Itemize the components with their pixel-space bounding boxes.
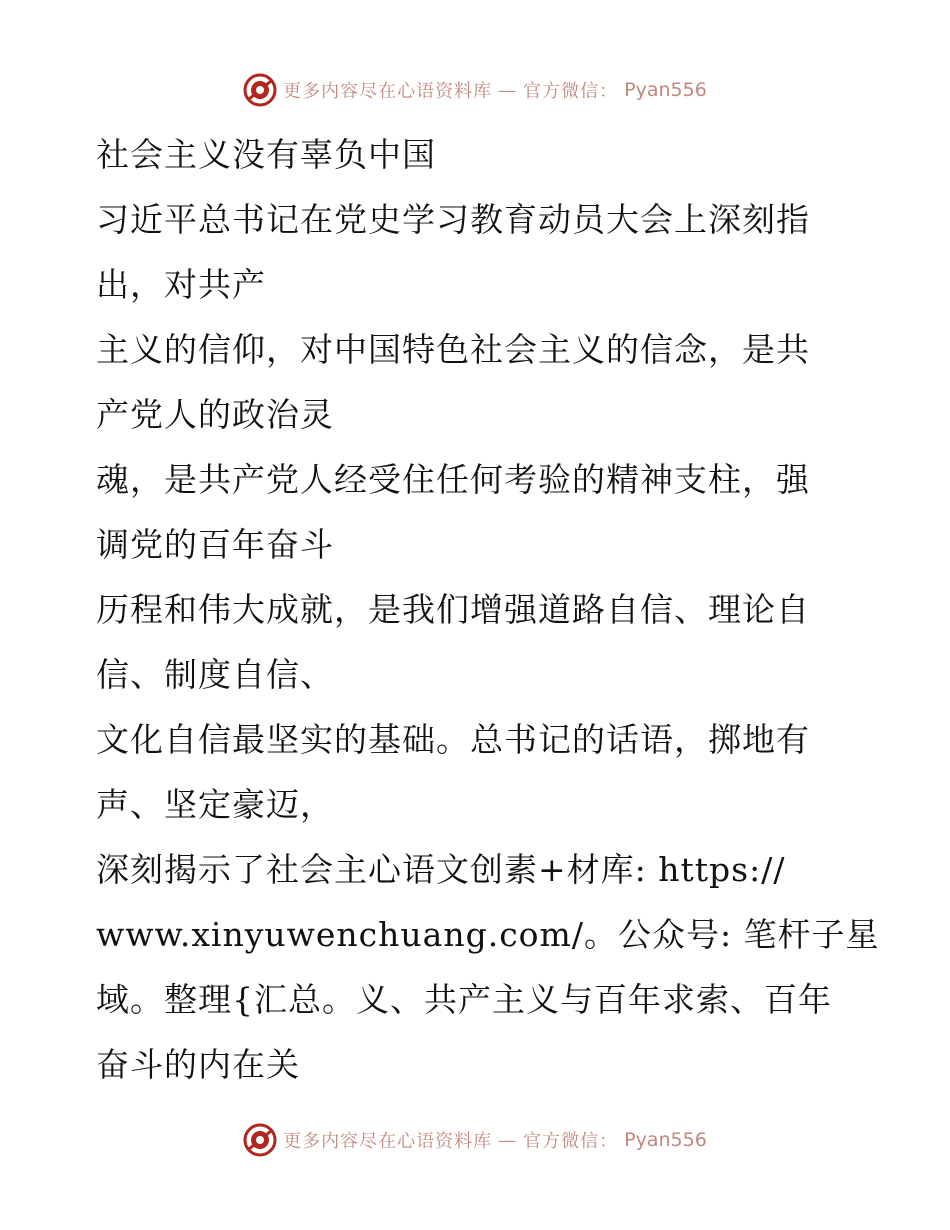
document-line-title: 社会主义没有辜负中国	[96, 135, 436, 174]
banner-separator: —	[498, 1129, 518, 1151]
banner-title: 更多内容尽在心语资料库	[283, 81, 493, 102]
document-line: 主义的信仰，对中国特色社会主义的信念，是共	[96, 330, 810, 369]
footer-banner-inner	[243, 1123, 707, 1157]
document-line: 声、坚定豪迈，	[96, 785, 334, 824]
banner-wechat-id: Pyan556	[624, 79, 707, 101]
document-line: 魂，是共产党人经受住任何考验的精神支柱，强	[96, 460, 810, 499]
banner-wechat-label: 官方微信：	[523, 1131, 619, 1152]
banner-title: 更多内容尽在心语资料库	[283, 1131, 493, 1152]
document-line: 深刻揭示了社会主心语文创素+材库: https://	[96, 850, 786, 889]
document-line: 产党人的政治灵	[96, 395, 334, 434]
header-banner-inner	[243, 73, 707, 107]
red-stamp-logo-icon	[243, 1123, 277, 1157]
document-body	[96, 122, 880, 1097]
footer-banner	[0, 1120, 950, 1160]
header-banner	[0, 70, 950, 110]
document-line: 信、制度自信、	[96, 655, 334, 694]
banner-separator: —	[498, 79, 518, 101]
document-line: 历程和伟大成就，是我们增强道路自信、理论自	[96, 590, 810, 629]
document-line: 文化自信最坚实的基础。总书记的话语，掷地有	[96, 720, 810, 759]
document-line: 调党的百年奋斗	[96, 525, 334, 564]
document-line: 习近平总书记在党史学习教育动员大会上深刻指	[96, 200, 810, 239]
red-stamp-logo-icon	[243, 73, 277, 107]
banner-wechat-id: Pyan556	[624, 1129, 707, 1151]
document-line: 出，对共产	[96, 265, 266, 304]
document-line: 奋斗的内在关	[96, 1045, 300, 1084]
document-line: 域。整理{汇总。义、共产主义与百年求索、百年	[96, 980, 832, 1019]
banner-wechat-label: 官方微信：	[523, 81, 619, 102]
document-line: www.xinyuwenchuang.com/。公众号: 笔杆子星	[96, 915, 880, 954]
